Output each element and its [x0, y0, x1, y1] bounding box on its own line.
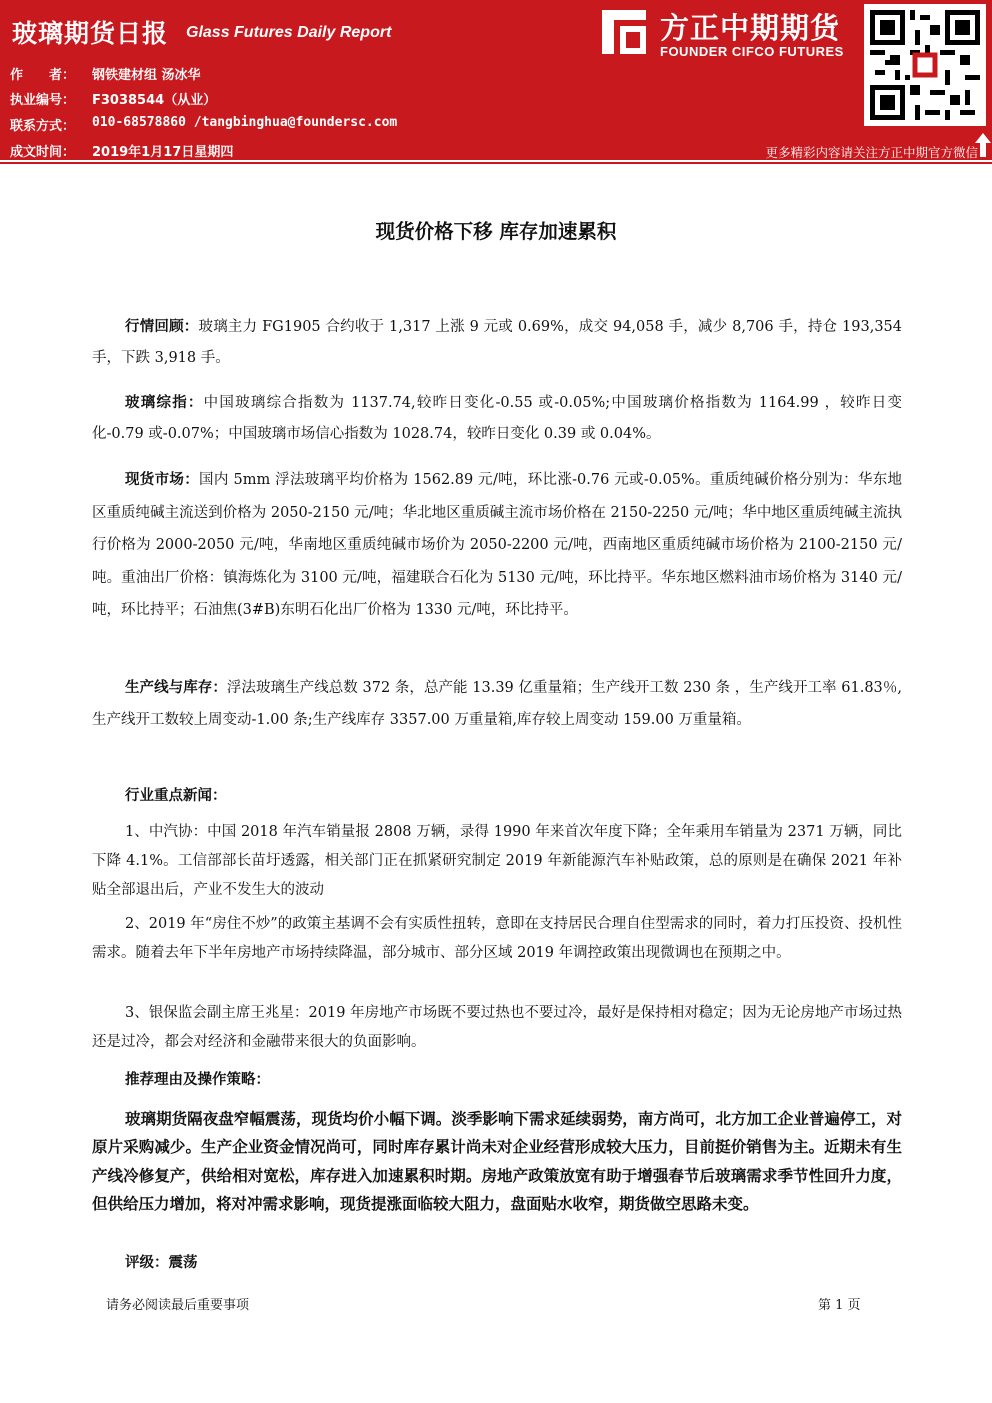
report-header	[0, 0, 992, 160]
report-title-cn: 玻璃期货日报	[12, 19, 169, 48]
license-value: F3038544（从业）	[92, 93, 217, 108]
index-paragraph	[92, 388, 902, 450]
page-number: 第 1 页	[818, 1298, 861, 1313]
qr-code-icon	[870, 10, 980, 120]
spot-market-paragraph	[92, 464, 902, 627]
production-paragraph	[92, 673, 902, 736]
market-review-label: 行情回顾：	[125, 319, 199, 335]
news-heading: 行业重点新闻：	[125, 788, 227, 804]
news-item-3: 3、银保监会副主席王兆星：2019 年房地产市场既不要过热也不要过冷，最好是保持相对稳定；因为无论房地产市场过热还是过冷，都会对经济和金融带来很大的负面影响。	[92, 1005, 902, 1050]
spot-market-label: 现货市场：	[125, 472, 200, 488]
arrow-up-icon	[974, 132, 992, 158]
rating-label: 评级：	[125, 1255, 169, 1271]
production-text: 浮法玻璃生产线总数 372 条，总产能 13.39 亿重量箱；生产线开工数 230 条 ，生产线开工率 61.83％,生产线开工数较上周变动-1.00 条;生产线库存 3357.00 万重量箱,库存较上周变动 159.00 万重量箱。	[92, 680, 902, 728]
license-row	[10, 89, 216, 108]
date-label: 成文时间：	[10, 145, 76, 160]
author-row	[10, 64, 201, 83]
spot-market-text: 国内 5mm 浮法玻璃平均价格为 1562.89 元/吨，环比涨-0.76 元或-0.05%。重质纯碱价格分别为：华东地区重质纯碱主流送到价格为 2050-2150 元/吨；华北地区重质碱主流市场价格在 2150-2250 元/吨；华中地区重质纯碱主流执行价格为 2000-2050 元/吨，华南地区重质纯碱市场价为 2050-2200 元/吨，西南地区重质纯碱市场价格为 2100-2150 元/吨。重油出厂价格：镇海炼化为 3100 元/吨，福建联合石化为 5130 元/吨，环比持平。华东地区燃料油市场价格为 3140 元/吨，环比持平；石油焦(3#B)东明石化出厂价格为 1330 元/吨，环比持平。	[92, 472, 903, 619]
follow-wechat-text: 更多精彩内容请关注方正中期官方微信	[765, 145, 978, 160]
logo-mark-icon	[598, 6, 650, 58]
date-row	[10, 141, 233, 160]
news-item-2: 2、2019 年“房住不炒”的政策主基调不会有实质性扭转，意即在支持居民合理自住型需求的同时，着力打压投资、投机性需求。随着去年下半年房地产市场持续降温，部分城市、部分区域 2019 年调控政策出现微调也在预期之中。	[92, 916, 902, 961]
footer-notice: 请务必阅读最后重要事项	[106, 1298, 250, 1313]
index-label: 玻璃综指：	[125, 395, 204, 411]
header-divider	[0, 162, 992, 164]
author-label: 作 者：	[10, 68, 76, 83]
rating-value: 震荡	[168, 1255, 198, 1271]
contact-value: 010-68578860 /tangbinghua@foundersc.com	[92, 115, 398, 130]
production-label: 生产线与库存：	[125, 680, 227, 696]
article-title: 现货价格下移 库存加速累积	[375, 220, 617, 243]
strategy-heading: 推荐理由及操作策略：	[125, 1072, 270, 1088]
logo-text-cn: 方正中期期货	[660, 11, 841, 45]
logo-text-en: FOUNDER CIFCO FUTURES	[660, 44, 844, 59]
market-review-text: 玻璃主力 FG1905 合约收于 1,317 上涨 9 元或 0.69%，成交 94,058 手，减少 8,706 手，持仓 193,354 手，下跌 3,918 手。	[92, 319, 903, 366]
strategy-paragraph: 玻璃期货隔夜盘窄幅震荡，现货均价小幅下调。淡季影响下需求延续弱势，南方尚可，北方加工企业普遍停工，对原片采购减少。生产企业资金情况尚可，同时库存累计尚未对企业经营形成较大压力，目前挺价销售为主。近期未有生产线冷修复产，供给相对宽松，库存进入加速累积时期。房地产政策放宽有助于增强春节后玻璃需求季节性回升力度，但供给压力增加，将对冲需求影响，现货提涨面临较大阻力，盘面贴水收窄，期货做空思路未变。	[92, 1110, 902, 1214]
license-label: 执业编号：	[10, 93, 76, 108]
market-review-paragraph	[92, 312, 902, 374]
author-value: 钢铁建材组 汤冰华	[92, 68, 201, 83]
company-logo	[598, 4, 860, 64]
date-value: 2019年1月17日星期四	[92, 145, 234, 160]
contact-label: 联系方式：	[10, 119, 76, 134]
news-item-1: 1、中汽协：中国 2018 年汽车销量报 2808 万辆，录得 1990 年来首次年度下降；全年乘用车销量为 2371 万辆，同比下降 4.1%。工信部部长苗圩透露，相关部门正在抓紧研究制定 2019 年新能源汽车补贴政策，总的原则是在确保 2021 年补贴全部退出后，产业不发生大的波动	[92, 824, 902, 898]
index-text: 中国玻璃综合指数为 1137.74,较昨日变化-0.55 或-0.05%;中国玻璃价格指数为 1164.99 ，较昨日变化-0.79 或-0.07%；中国玻璃市场信心指数为 1028.74，较昨日变化 0.39 或 0.04%。	[92, 395, 902, 442]
contact-row	[10, 115, 397, 134]
report-title-en: Glass Futures Daily Report	[186, 24, 392, 41]
rating-row	[92, 1249, 902, 1277]
wechat-qr-code	[864, 4, 986, 126]
